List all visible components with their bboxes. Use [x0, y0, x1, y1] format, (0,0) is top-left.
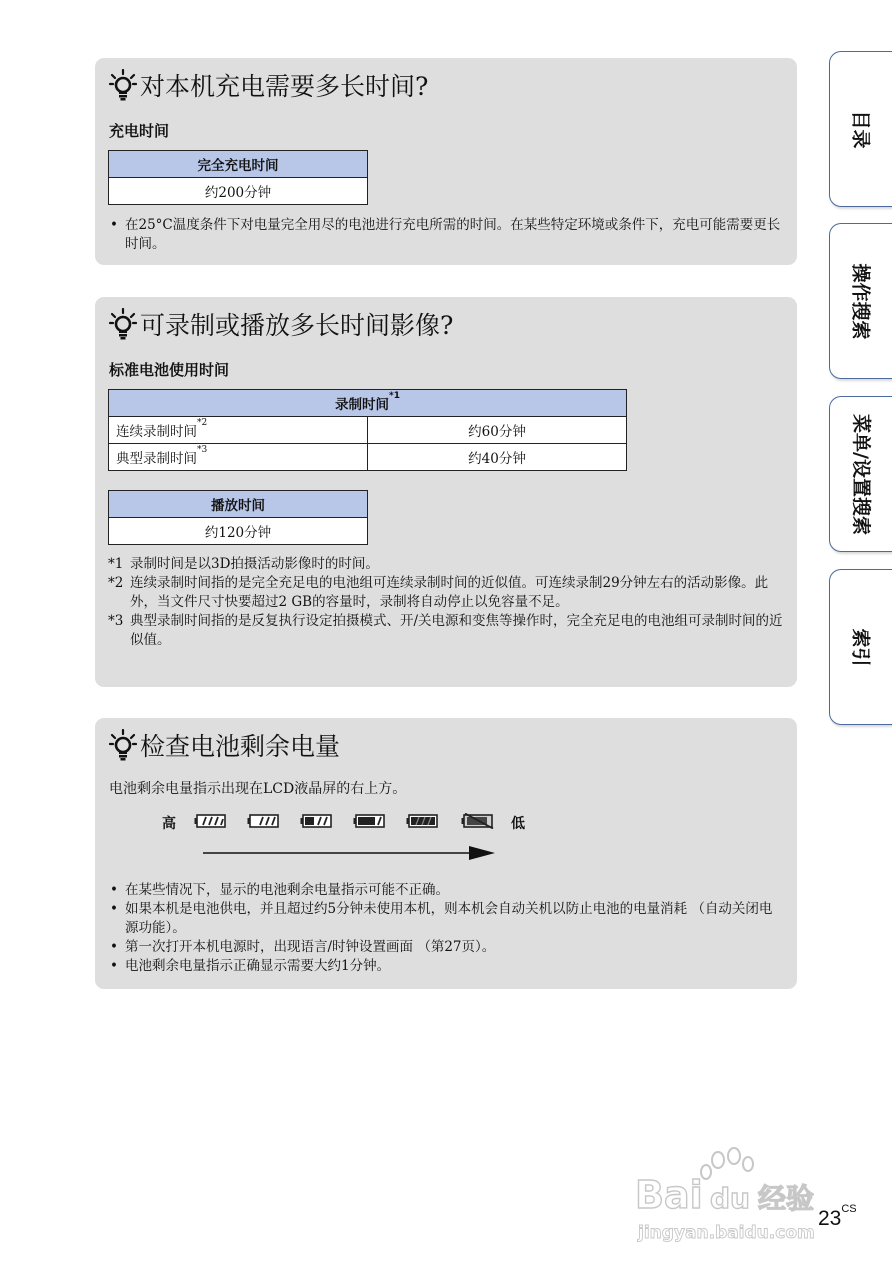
footnote-text: 典型录制时间指的是反复执行设定拍摄模式、开/关电源和变焦等操作时，完全充足电的电池组可录制时间的近似值。: [130, 613, 783, 648]
baidu-jingyan-watermark: [630, 1146, 840, 1246]
footnote-item: [108, 612, 783, 650]
footnote-item: [108, 574, 783, 612]
footnote-item: [108, 555, 783, 574]
footnote-text: 连续录制时间指的是完全充足电的电池组可连续录制时间的近似值。可连续录制29分钟左右的活动影像。此外，当文件尺寸快要超过2 GB的容量时，录制将自动停止以免容量不足。: [130, 575, 769, 610]
level-low-label: 低: [511, 816, 525, 832]
battery-empty-icon: [461, 813, 495, 829]
table-cell: 约60分钟: [368, 417, 627, 444]
recording-time-panel: [95, 297, 797, 687]
note-item: • 电池剩余电量指示正确显示需要大约1分钟。: [108, 957, 783, 976]
notes-list: [108, 881, 783, 976]
level-high-label: 高: [162, 816, 176, 832]
battery-time-subhead: 标准电池使用时间: [109, 361, 230, 379]
table-cell: 约200分钟: [109, 178, 368, 205]
footnote-mark: *2: [108, 575, 124, 591]
note-item: • 在25°C温度条件下对电量完全用尽的电池进行充电所需的时间。在某些特定环境或条件下，充电可能需要更长时间。: [108, 216, 783, 254]
row-label: 典型录制时间: [116, 451, 197, 467]
table-header: [109, 390, 627, 417]
tab-menu-settings-search[interactable]: [829, 396, 892, 552]
battery-full-icon: [194, 813, 226, 829]
tab-label: 操作搜索: [849, 262, 872, 340]
section-title-text: 可录制或播放多长时间影像?: [140, 311, 454, 340]
recording-time-table: [108, 389, 627, 471]
battery-indicator-description: 电池剩余电量指示出现在LCD液晶屏的右上方。: [109, 781, 407, 797]
svg-text:jingyan.baidu.com: jingyan.baidu.com: [638, 1223, 815, 1243]
tab-label: 索引: [849, 627, 872, 667]
table-cell: [109, 444, 368, 471]
footnote-mark: *3: [108, 613, 124, 629]
section-title: [109, 727, 340, 763]
footnote-mark: *2: [197, 418, 208, 428]
table-header-text: 录制时间: [335, 397, 390, 413]
table-header: 完全充电时间: [109, 151, 368, 178]
note-item: • 在某些情况下，显示的电池剩余电量指示可能不正确。: [108, 881, 783, 900]
table-cell: 约120分钟: [109, 518, 368, 545]
table-cell: [109, 417, 368, 444]
charging-time-subhead: 充电时间: [109, 122, 170, 140]
tab-label: 菜单/设置搜索: [849, 413, 872, 535]
section-title-text: 检查电池剩余电量: [140, 732, 341, 761]
table-header: 播放时间: [109, 491, 368, 518]
page-number: $23^{CS}$: [818, 1203, 857, 1230]
lightbulb-tip-icon: [109, 69, 137, 101]
svg-text:经验: 经验: [758, 1182, 815, 1215]
section-title: [109, 67, 428, 103]
charging-time-table: [108, 150, 368, 205]
svg-text:du: du: [710, 1182, 750, 1215]
battery-quarter-icon: [353, 813, 385, 829]
playback-time-table: [108, 490, 368, 545]
row-label: 连续录制时间: [116, 424, 197, 440]
charging-time-panel: [95, 58, 797, 265]
tab-contents[interactable]: [829, 51, 892, 207]
battery-three-quarter-icon: [247, 813, 279, 829]
battery-half-icon: [300, 813, 332, 829]
footnote-text: 录制时间是以3D拍摄活动影像时的时间。: [130, 556, 379, 572]
note-item: • 第一次打开本机电源时，出现语言/时钟设置画面 （第27页）。: [108, 938, 783, 957]
svg-text:Bai: Bai: [635, 1173, 703, 1217]
tab-index[interactable]: [829, 569, 892, 725]
tab-label: 目录: [849, 109, 872, 149]
footnotes: [108, 555, 783, 650]
footnote-mark: *1: [389, 391, 400, 401]
table-row: [109, 444, 627, 471]
arrow-right-icon: [203, 845, 495, 861]
tab-operation-search[interactable]: [829, 223, 892, 379]
section-title-text: 对本机充电需要多长时间?: [140, 72, 429, 101]
notes-list: [108, 216, 783, 254]
battery-remaining-panel: [95, 718, 797, 989]
lightbulb-tip-icon: [109, 308, 137, 340]
table-row: [109, 417, 627, 444]
footnote-mark: *1: [108, 556, 124, 572]
table-cell: 约40分钟: [368, 444, 627, 471]
note-item: • 如果本机是电池供电，并且超过约5分钟未使用本机，则本机会自动关机以防止电池的电量消耗 （自动关闭电源功能）。: [108, 900, 783, 938]
section-title: [109, 306, 453, 342]
lightbulb-tip-icon: [109, 729, 137, 761]
battery-low-icon: [406, 813, 438, 829]
footnote-mark: *3: [197, 445, 208, 455]
page-suffix: CS: [841, 1203, 857, 1215]
